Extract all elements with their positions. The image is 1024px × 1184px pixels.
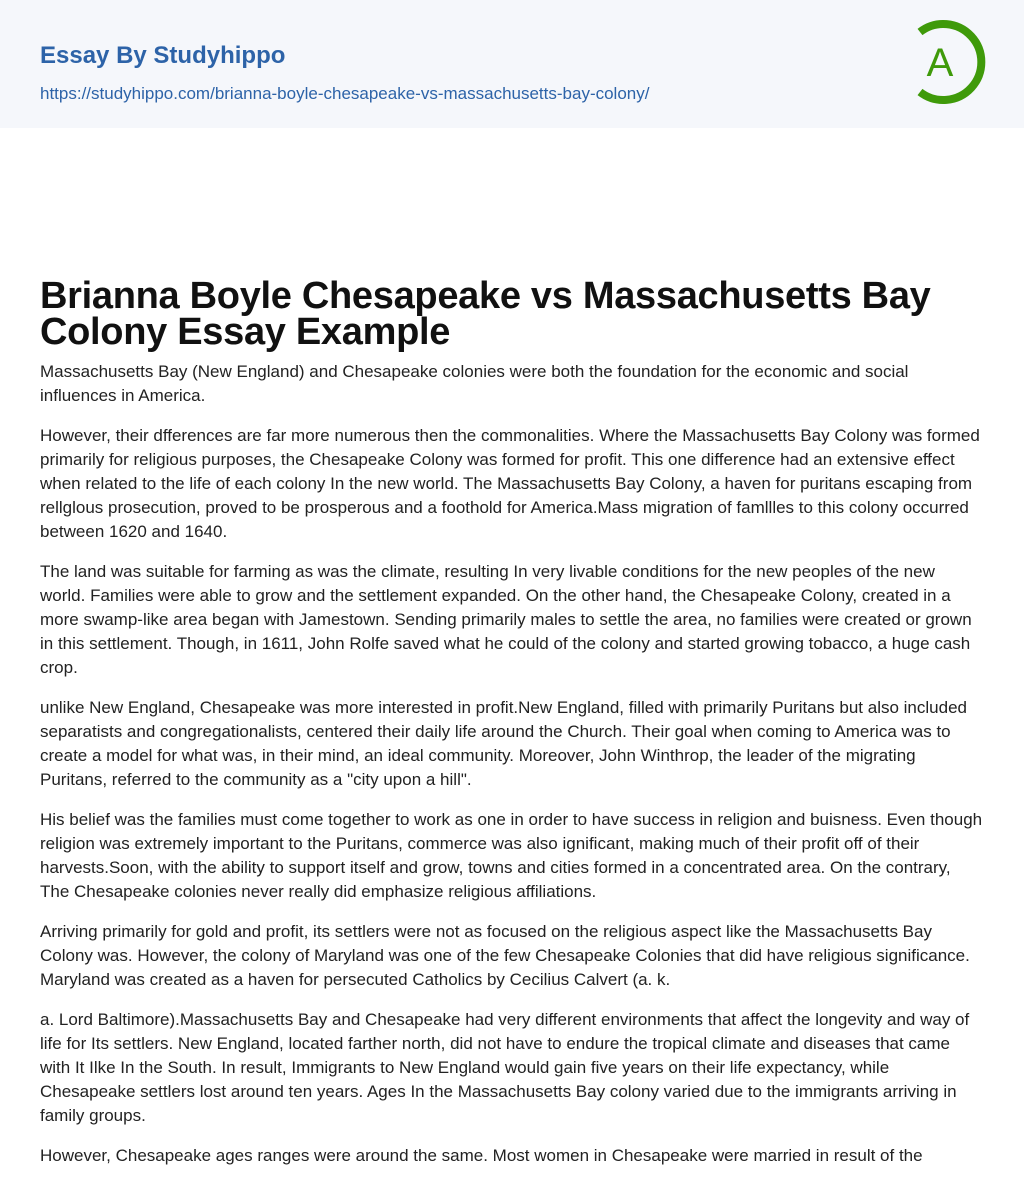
site-header: [0, 0, 1024, 128]
logo-letter: A: [926, 41, 954, 85]
paragraph: unlike New England, Chesapeake was more interested in profit.New England, filled with primarily Puritans but also included separatists and congregationalists, centered their daily life around the Church. Their goal when coming to America was to create a model for what was, in their mind, an ideal community. Moreover, John Winthrop, the leader of the migrating Puritans, referred to the community as a "city upon a hill".: [40, 698, 967, 789]
paragraph: a. Lord Baltimore).Massachusetts Bay and Chesapeake had very different environments that affect the longevity and way of life for Its settlers. New England, located farther north, did not have to endure the tropical climate and diseases that came with It Ilke In the South. In result, Immigrants to New England would gain five years on their life expectancy, while Chesapeake settlers lost around ten years. Ages In the Massachusetts Bay colony varied due to the immigrants arriving in family groups.: [40, 1010, 970, 1125]
paragraph: Arriving primarily for gold and profit, its settlers were not as focused on the religious aspect like the Massachusetts Bay Colony was. However, the colony of Maryland was one of the few Chesapeake Colonies that did have religious significance. Maryland was created as a haven for persecuted Catholics by Cecilius Calvert (a. k.: [40, 922, 970, 989]
essay-url-link[interactable]: https://studyhippo.com/brianna-boyle-chesapeake-vs-massachusetts-bay-colony/: [40, 84, 650, 103]
paragraph: Massachusetts Bay (New England) and Chesapeake colonies were both the foundation for the economic and social influences in America.: [40, 362, 909, 405]
paragraph: His belief was the families must come together to work as one in order to have success in religion and buisness. Even though religion was extremely important to the Puritans, commerce was also ignificant, making much of their profit off of their harvests.Soon, with the ability to support itself and grow, towns and cities formed in a concentrated area. On the contrary, The Chesapeake colonies never really did emphasize religious affiliations.: [40, 810, 983, 901]
studyhippo-logo-icon[interactable]: [906, 18, 988, 106]
article: [0, 128, 1024, 1168]
paragraph: The land was suitable for farming as was the climate, resulting In very livable conditions for the new peoples of the new world. Families were able to grow and the settlement expanded. On the other hand, the Chesapeake Colony, created in a more swamp-like area began with Jamestown. Sending primarily males to settle the area, no families were created or grown in this settlement. Though, in 1611, John Rolfe saved what he could of the colony and started growing tobacco, a huge cash crop.: [40, 562, 972, 677]
brand-title: Essay By Studyhippo: [40, 42, 286, 69]
paragraph: However, Chesapeake ages ranges were around the same. Most women in Chesapeake were married in result of the: [40, 1146, 923, 1165]
page-title: Brianna Boyle Chesapeake vs Massachusetts Bay Colony Essay Example: [40, 275, 931, 353]
paragraph: However, their dfferences are far more numerous then the commonalities. Where the Massachusetts Bay Colony was formed primarily for religious purposes, the Chesapeake Colony was formed for profit. This one difference had an extensive effect when related to the life of each colony In the new world. The Massachusetts Bay Colony, a haven for puritans escaping from rellglous prosecution, proved to be prosperous and a foothold for America.Mass migration of famllles to this colony occurred between 1620 and 1640.: [40, 426, 980, 541]
